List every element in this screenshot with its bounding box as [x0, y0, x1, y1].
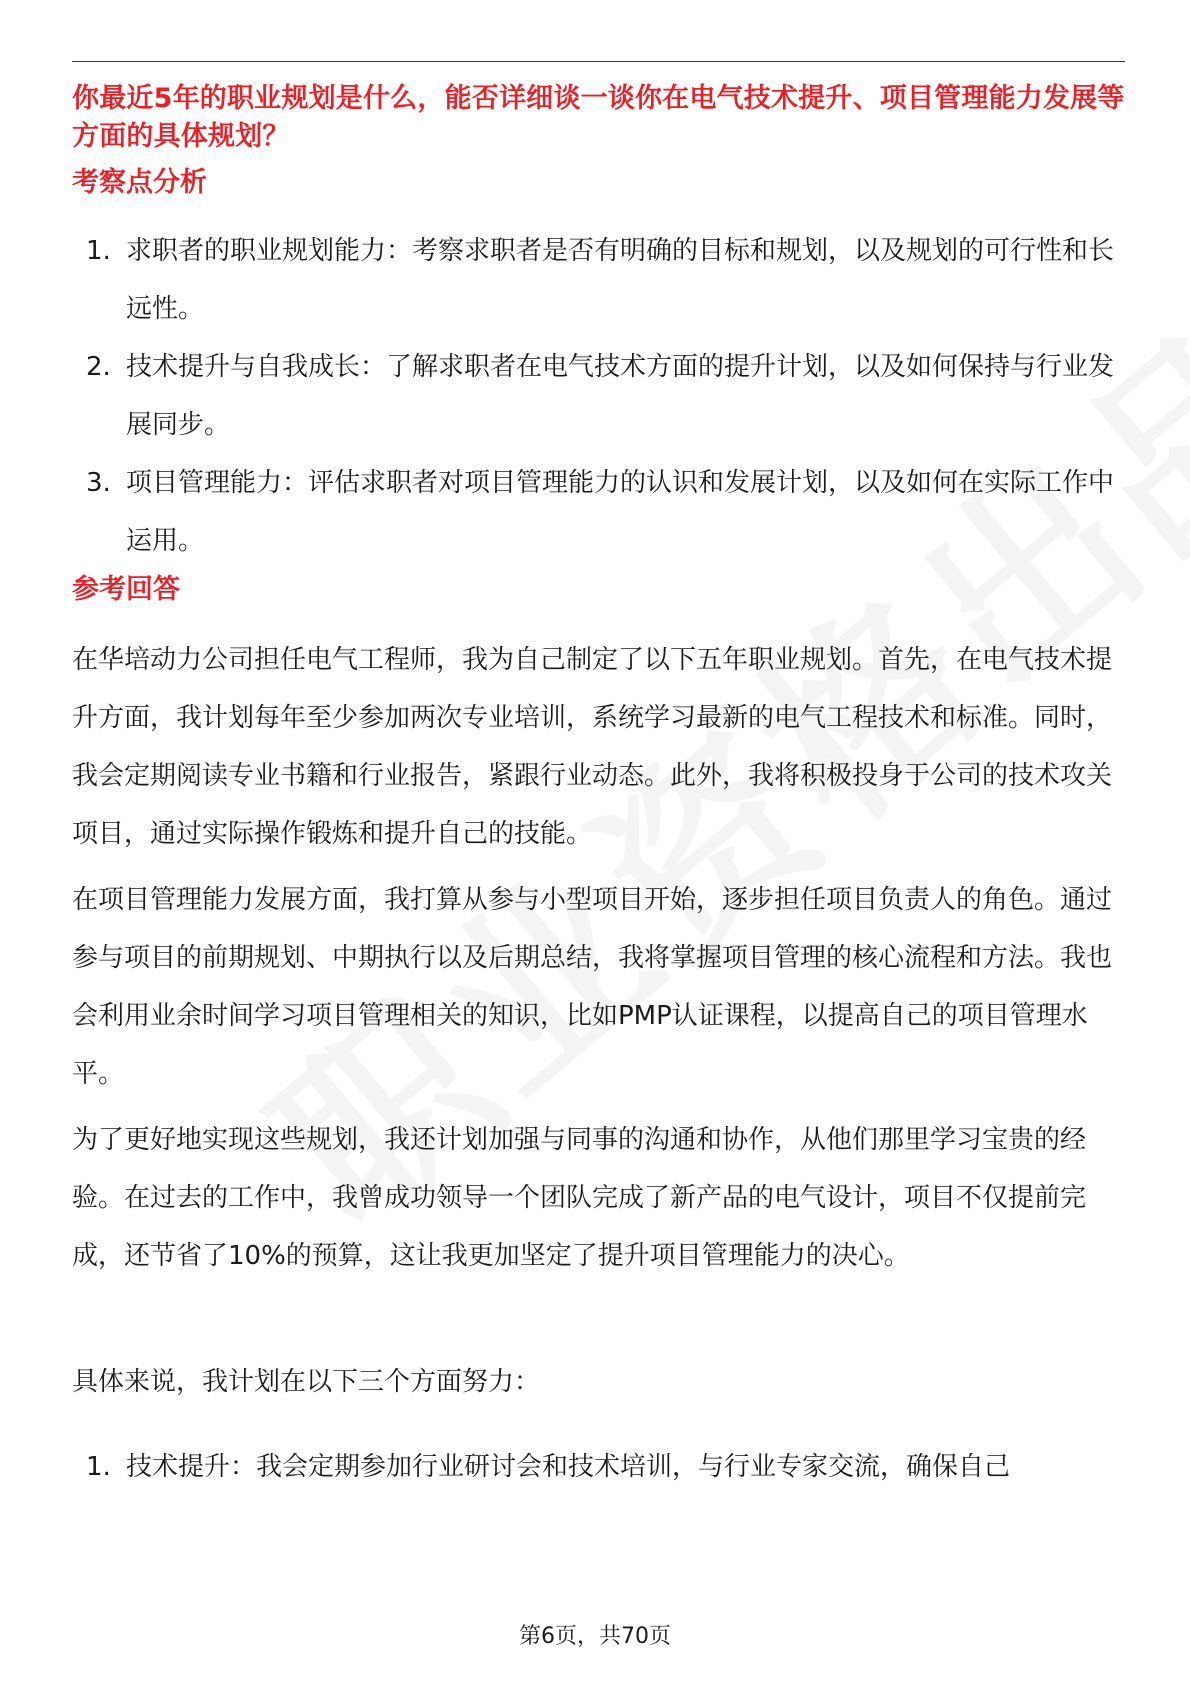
question-title: 你最近5年的职业规划是什么，能否详细谈一谈你在电气技术提升、项目管理能力发展等方面的具体规划？	[72, 83, 1125, 152]
list-text: 技术提升：我会定期参加行业研讨会和技术培训，与行业专家交流，确保自己	[126, 1452, 1011, 1482]
list-text: 求职者的职业规划能力：考察求职者是否有明确的目标和规划，以及规划的可行性和长远性。	[126, 236, 1115, 324]
list-text: 项目管理能力：评估求职者对项目管理能力的认识和发展计划，以及如何在实际工作中运用。	[126, 468, 1115, 556]
answer-paragraph-2: 在项目管理能力发展方面，我打算从参与小型项目开始，逐步担任项目负责人的角色。通过参与项目的前期规划、中期执行以及后期总结，我将掌握项目管理的核心流程和方法。我也会利用业余时间学习项目管理相关的知识，比如PMP认证课程，以提高自己的项目管理水平。	[72, 885, 1113, 1089]
list-text: 技术提升与自我成长：了解求职者在电气技术方面的提升计划，以及如何保持与行业发展同步。	[126, 352, 1115, 440]
answer-paragraph-3: 为了更好地实现这些规划，我还计划加强与同事的沟通和协作，从他们那里学习宝贵的经验。在过去的工作中，我曾成功领导一个团队完成了新产品的电气设计，项目不仅提前完成，还节省了10%的预算，这让我更加坚定了提升项目管理能力的决心。	[72, 1125, 1087, 1271]
list-item	[72, 222, 1132, 338]
answer-paragraph-4: 具体来说，我计划在以下三个方面努力：	[72, 1367, 541, 1397]
list-item	[72, 454, 1132, 570]
list-number: 1.	[86, 1452, 111, 1482]
list-item	[72, 1438, 1132, 1496]
answer-paragraph-1: 在华培动力公司担任电气工程师，我为自己制定了以下五年职业规划。首先，在电气技术提升方面，我计划每年至少参加两次专业培训，系统学习最新的电气工程技术和标准。同时，我会定期阅读专业书籍和行业报告，紧跟行业动态。此外，我将积极投身于公司的技术攻关项目，通过实际操作锻炼和提升自己的技能。	[72, 645, 1113, 849]
page-number: 第6页，共70页	[519, 1624, 671, 1649]
list-item	[72, 338, 1132, 454]
list-number: 3.	[86, 468, 111, 498]
header-rule	[72, 61, 1125, 62]
analysis-list	[72, 222, 1132, 570]
answer-heading: 参考回答	[72, 574, 180, 605]
list-number: 2.	[86, 352, 111, 382]
plan-list	[72, 1438, 1132, 1496]
analysis-heading: 考察点分析	[72, 167, 207, 198]
list-number: 1.	[86, 236, 111, 266]
